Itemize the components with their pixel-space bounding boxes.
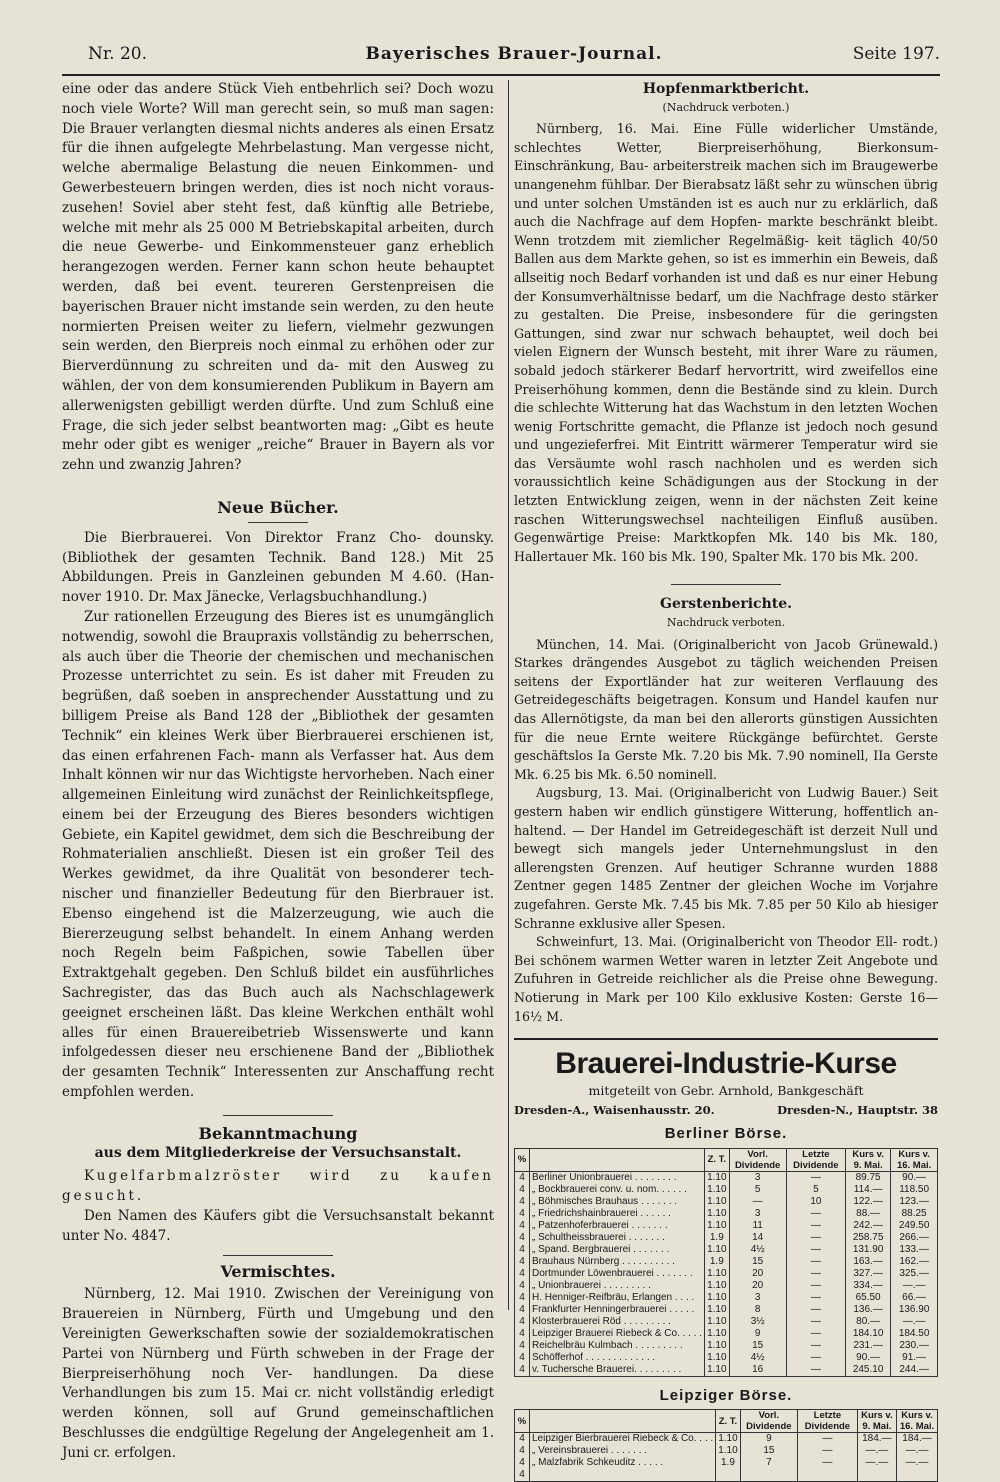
table-cell: „ Schultheissbrauerei . . . . . . .	[530, 1232, 705, 1244]
table-cell: 3	[729, 1171, 786, 1184]
table-cell: 4	[515, 1433, 530, 1446]
table-cell: 4	[515, 1280, 530, 1292]
ad-bank: mitgeteilt von Gebr. Arnhold, Bankgeschäft	[588, 1083, 864, 1099]
table-cell: Reichelbräu Kulmbach . . . . . . . . .	[530, 1340, 705, 1352]
table-cell: —	[786, 1292, 845, 1304]
section-title-barley: Gerstenberichte.	[659, 596, 792, 613]
table-cell: „ Bockbrauerei conv. u. nom. . . . . .	[530, 1184, 705, 1196]
table-cell: —	[798, 1445, 858, 1457]
table-cell: Leipziger Brauerei Riebeck & Co. . . . .	[530, 1328, 705, 1340]
table-cell: 184.10	[846, 1328, 891, 1340]
table-cell: Klosterbrauerei Röd . . . . . . . . .	[530, 1316, 705, 1328]
table-cell: „ Böhmisches Brauhaus . . . . . . .	[530, 1196, 705, 1208]
table-row	[515, 1364, 938, 1377]
table-cell: —	[786, 1220, 845, 1232]
table-cell: 242.—	[846, 1220, 891, 1232]
table-cell: 231.—	[846, 1340, 891, 1352]
table-cell: —	[798, 1433, 858, 1446]
table-cell: 245.10	[846, 1364, 891, 1377]
barley-report-schweinfurt: Schweinfurt, 13. Mai. (Originalbericht von Theodor Ell- rodt.) Bei schönem warmen Wetter waren in letzter Zeit Angebote und Zufuhren in Getreide reichlicher als die Preise ohne Bewegung. Notierung in Mark per 100 Kilo exklusive Kosten: Gerste 16—16½ M.	[514, 934, 938, 1024]
column-divider	[508, 80, 509, 1310]
table-cell: 3½	[729, 1316, 786, 1328]
table-cell: 184.50	[891, 1328, 938, 1340]
table-cell: —	[786, 1244, 845, 1256]
table-row	[515, 1292, 938, 1304]
table-cell: Dortmunder Löwenbrauerei . . . . . . .	[530, 1268, 705, 1280]
table-cell: 15	[740, 1445, 797, 1457]
table-cell	[530, 1469, 716, 1482]
table-cell: —	[786, 1352, 845, 1364]
col-last-dividend: Letzte Dividende	[786, 1148, 845, 1171]
table-cell: 7	[740, 1457, 797, 1469]
table-cell: 1.10	[705, 1340, 729, 1352]
table-cell: 4	[515, 1340, 530, 1352]
table-cell: 1.9	[705, 1256, 729, 1268]
table-cell: 1.10	[716, 1433, 740, 1446]
table-cell: „ Malzfabrik Schkeuditz . . . . .	[530, 1457, 716, 1469]
table-cell: 123.—	[891, 1196, 938, 1208]
table-cell: 1.10	[705, 1328, 729, 1340]
table-cell: —	[786, 1268, 845, 1280]
table-cell: —	[786, 1280, 845, 1292]
address-left: Dresden-A., Waisenhausstr. 20.	[514, 1102, 715, 1117]
table-cell: v. Tuchersche Brauerei. . . . . . . . .	[530, 1364, 705, 1377]
table-cell: 325.—	[891, 1268, 938, 1280]
table-row	[515, 1316, 938, 1328]
table-cell: 4	[515, 1256, 530, 1268]
ad-addresses	[514, 1101, 938, 1120]
table-cell: 4	[515, 1244, 530, 1256]
table-cell: 91.—	[891, 1352, 938, 1364]
section-title-announcement: Bekanntmachung	[198, 1123, 358, 1143]
announcement-note: Den Namen des Käufers gibt die Versuchsanstalt bekannt unter No. 4847.	[62, 1208, 494, 1244]
table-cell	[740, 1469, 797, 1482]
table-cell: 4	[515, 1457, 530, 1469]
table-cell: —	[786, 1256, 845, 1268]
table-cell: 10	[786, 1196, 845, 1208]
table-cell: 4	[515, 1232, 530, 1244]
table-row	[515, 1232, 938, 1244]
table-cell: 4	[515, 1445, 530, 1457]
table-row	[515, 1196, 938, 1208]
table-cell: 1.10	[705, 1208, 729, 1220]
table-cell: 4	[515, 1304, 530, 1316]
leipzig-table-body	[515, 1433, 938, 1482]
table-cell: 4½	[729, 1352, 786, 1364]
table-cell	[716, 1469, 740, 1482]
table-cell: 8	[729, 1304, 786, 1316]
table-cell: —.—	[897, 1445, 938, 1457]
col-rate-may9: Kurs v. 9. Mai.	[846, 1148, 891, 1171]
table-cell: 4	[515, 1196, 530, 1208]
table-row	[515, 1220, 938, 1232]
table-cell: 3	[729, 1292, 786, 1304]
announcement-subtitle: aus dem Mitgliederkreise der Versuchsanstalt.	[94, 1144, 462, 1161]
table-row	[515, 1171, 938, 1184]
table-cell: 15	[729, 1256, 786, 1268]
right-column	[514, 80, 938, 1482]
section-title-books: Neue Bücher.	[217, 497, 339, 517]
table-cell: 1.10	[705, 1364, 729, 1377]
table-row	[515, 1433, 938, 1446]
table-cell: 3	[729, 1208, 786, 1220]
table-cell: 244.—	[891, 1364, 938, 1377]
table-row	[515, 1280, 938, 1292]
table-cell: 4	[515, 1268, 530, 1280]
table-cell: —	[786, 1340, 845, 1352]
table-cell: 4	[515, 1364, 530, 1377]
table-cell: H. Henniger-Reifbräu, Erlangen . . . .	[530, 1292, 705, 1304]
announcement-text: Kugelfarbmalzröster wird zu kaufen gesucht.	[62, 1168, 494, 1205]
section-title-hop-market: Hopfenmarktbericht.	[642, 81, 810, 97]
berlin-exchange-table	[514, 1148, 938, 1377]
table-cell: —	[786, 1171, 845, 1184]
reprint-notice: (Nachdruck verboten.)	[662, 100, 790, 114]
table-cell: 4	[515, 1316, 530, 1328]
table-cell: 4	[515, 1184, 530, 1196]
table-cell: „ Friedrichshainbrauerei . . . . . .	[530, 1208, 705, 1220]
table-cell: Frankfurter Henningerbrauerei . . . . .	[530, 1304, 705, 1316]
table-row	[515, 1469, 938, 1482]
table-cell: 4	[515, 1171, 530, 1184]
table-cell: Berliner Unionbrauerei . . . . . . . .	[530, 1171, 705, 1184]
barley-report-augsburg: Augsburg, 13. Mai. (Originalbericht von Ludwig Bauer.) Seit gestern haben wir endlich günstigere Witterung, hoffentlich an- haltend. — Der Handel im Getreidegeschäft ist derzeit Null und bewegt sich mangels jeder Unternehmungslust in den allerengsten Grenzen. Auf heutiger Schranne wurden 1888 Zentner gegen 1485 Zentner der gleichen Woche im Vorjahre zugefahren. Gerste Mk. 7.45 bis Mk. 7.85 per 50 Kilo ab hiesiger Schranne exklusive aller Spesen.	[514, 785, 938, 931]
table-cell	[897, 1469, 938, 1482]
table-cell: 66.—	[891, 1292, 938, 1304]
miscellaneous-text: Nürnberg, 12. Mai 1910. Zwischen der Vereinigung von Brauereien in Nürnberg, Fürth und Umgebung und den Vereinigten Gewerkschaften sowie der sozialdemokratischen Partei von Nürnberg und Fürth schweben in der Frage der Bierpreiserhöhung noch Ver- handlungen. Da diese Verhandlungen bis zum 15. Mai cr. nicht vollständig erledigt werden können, soll auf Grund gemeinschaftlichen Beschlusses die endgültige Regelung der Angelegenheit am 1. Juni cr. erfolgen.	[62, 1286, 494, 1461]
table-cell: 9	[729, 1328, 786, 1340]
table-cell: 90.—	[891, 1171, 938, 1184]
table-row	[515, 1244, 938, 1256]
table-row	[515, 1208, 938, 1220]
table-cell: 80.—	[846, 1316, 891, 1328]
col-name	[530, 1410, 716, 1433]
table-cell: —	[798, 1457, 858, 1469]
col-rate-may16: Kurs v. 16. Mai.	[891, 1148, 938, 1171]
col-zt: Z. T.	[705, 1148, 729, 1171]
table-cell: 1.10	[705, 1280, 729, 1292]
table-row	[515, 1304, 938, 1316]
table-cell: „ Spand. Bergbrauerei . . . . . . .	[530, 1244, 705, 1256]
issue-number: Nr. 20.	[88, 44, 147, 64]
table-cell: 15	[729, 1340, 786, 1352]
col-rate-may9: Kurs v. 9. Mai.	[857, 1410, 896, 1433]
table-cell: 1.10	[705, 1292, 729, 1304]
table-cell: 88.25	[891, 1208, 938, 1220]
table-cell: 118.50	[891, 1184, 938, 1196]
table-cell: 266.—	[891, 1232, 938, 1244]
table-cell: 90.—	[846, 1352, 891, 1364]
col-prev-dividend: Vorl. Dividende	[729, 1148, 786, 1171]
book-review: Zur rationellen Erzeugung des Bieres ist es unumgänglich notwendig, sowohl die Braupraxis vollständig zu beherrschen, als auch über die Theorie der chemischen und mechanischen Prozesse unterrichtet zu sein. Es ist daher mit Freuden zu begrüßen, daß soeben in ansprechender Ausstattung und zu billigem Preise als Band 128 der „Bibliothek der gesamten Technik“ ein kleines Werk über Bierbrauerei erschienen ist, das einen erfahrenen Fach- mann als Verfasser hat. Aus dem Inhalt können wir nur das Wichtigste hervorheben. Nach einer allgemeinen Einleitung wird zunächst der Reinlichkeitspflege, einem bei der Erzeugung des Bieres besonders wichtigen Gebiete, ein Kapitel gewidmet, dem sich die Beschreibung der Rohmaterialien anschließt. Diesen ist ein großer Teil des Werkes gewidmet, da ihre Qualität von besonderer tech- nischer und finanzieller Bedeutung für den Bierbrauer ist. Ebenso eingehend ist die Malzerzeugung, wie auch die Biererzeugung selbst behandelt. In einem Anhang werden noch Regeln beim Faßpichen, sowie Tabellen über Extraktgehalt gegeben. Den Schluß bildet ein ausführliches Sachregister, das das Buch auch als Nachschlagewerk geeignet erscheinen läßt. Das kleine Werkchen enthält wohl alles für einen Brauereibetrieb Wissenswerte und kann infolgedessen dieser neu erschienene Band der „Bibliothek der gesamten Technik“ Interessenten zur Anschaffung recht empfohlen werden.	[62, 608, 494, 1101]
table-cell: 16	[729, 1364, 786, 1377]
journal-title: Bayerisches Brauer-Journal.	[365, 44, 663, 64]
table-cell: Brauhaus Nürnberg . . . . . . . . . .	[530, 1256, 705, 1268]
table-cell: 1.9	[705, 1232, 729, 1244]
leipzig-exchange-table	[514, 1409, 938, 1482]
table-cell: —.—	[857, 1445, 896, 1457]
table-cell: „ Vereinsbrauerei . . . . . . .	[530, 1445, 716, 1457]
table-cell: 1.10	[705, 1316, 729, 1328]
table-cell: 1.10	[705, 1171, 729, 1184]
ad-title: Brauerei-Industrie-Kurse	[555, 1047, 897, 1081]
table-cell: —.—	[857, 1457, 896, 1469]
table-cell: 258.75	[846, 1232, 891, 1244]
table-cell: 5	[729, 1184, 786, 1196]
col-last-dividend: Letzte Dividende	[798, 1410, 858, 1433]
table-cell: 131.90	[846, 1244, 891, 1256]
table-cell: 65.50	[846, 1292, 891, 1304]
address-right: Dresden-N., Hauptstr. 38	[777, 1102, 938, 1117]
col-prev-dividend: Vorl. Dividende	[740, 1410, 797, 1433]
table-cell: 1.10	[705, 1184, 729, 1196]
table-cell: 1.10	[705, 1220, 729, 1232]
table-cell: 184.—	[857, 1433, 896, 1446]
table-cell: 122.—	[846, 1196, 891, 1208]
table-cell: —	[786, 1364, 845, 1377]
table-cell: 162.—	[891, 1256, 938, 1268]
table-cell: —	[786, 1232, 845, 1244]
leipzig-exchange-title: Leipziger Börse.	[659, 1386, 793, 1404]
table-cell: 136.—	[846, 1304, 891, 1316]
table-cell: 20	[729, 1268, 786, 1280]
table-row	[515, 1256, 938, 1268]
table-cell	[798, 1469, 858, 1482]
col-percent: %	[515, 1410, 530, 1433]
table-cell: 89.75	[846, 1171, 891, 1184]
hop-market-report: Nürnberg, 16. Mai. Eine Fülle widerlicher Umstände, schlechtes Wetter, Bierpreiserhöhung, Bierkonsum-Einschränkung, Bau- arbeiterstreik machen sich im Braugewerbe unangenehm fühlbar. Der Bierabsatz läßt sehr zu wünschen übrig und unter solchen Umständen ist es auch nur zu erklärlich, daß auch die Nachfrage auf dem Hopfen- markte beschränkt bleibt. Wenn trotzdem mit ziemlicher Regelmäßig- keit täglich 40/50 Ballen aus dem Markte gehen, so ist es immerhin ein Beweis, daß allseitig noch Bedarf vorhanden ist und daß es nur einer Hebung der Konsumverhältnisse bedarf, um die Nachfrage desto stärker zu gestalten. Die Preise, insbesondere für die geringsten Gattungen, sind zwar nur schwach behauptet, weil doch bei vielen Eignern der Wunsch besteht, mit ihrer Ware zu räumen, sobald jedoch stärkerer Bedarf hervortritt, wird zweifellos eine Preiserhöhung kommen, denn die Bestände sind zu klein. Durch die schlechte Witterung hat das Wachstum in den letzten Wochen wenig Fortschritte gemacht, die Pflanze ist jedoch noch gesund und ungezieferfrei. Mit Eintritt wärmerer Temperatur wird sie das Versäumte wohl rasch nachholen und es werden sich voraussichtlich keine Schädigungen aus der Stockung in der letzten Entwicklung zeigen, wenn in der nächsten Zeit keine raschen Witterungswechsel nachteiligen Einfluß ausüben. Gegenwärtige Preise: Marktkopfen Mk. 140 bis Mk. 180, Hallertauer Mk. 160 bis Mk. 190, Spalter Mk. 170 bis Mk. 200.	[514, 121, 938, 564]
table-cell: 1.10	[705, 1352, 729, 1364]
table-cell: 163.—	[846, 1256, 891, 1268]
table-cell: 1.10	[705, 1244, 729, 1256]
table-cell: „ Unionbrauerei . . . . . . . . .	[530, 1280, 705, 1292]
table-cell: 327.—	[846, 1268, 891, 1280]
table-cell: 14	[729, 1232, 786, 1244]
table-cell: 1.10	[716, 1445, 740, 1457]
berlin-table-body	[515, 1171, 938, 1376]
page-number: Seite 197.	[852, 44, 940, 64]
col-zt: Z. T.	[716, 1410, 740, 1433]
table-row	[515, 1445, 938, 1457]
table-cell: —	[729, 1196, 786, 1208]
table-row	[515, 1268, 938, 1280]
table-cell: —.—	[891, 1316, 938, 1328]
col-name	[530, 1148, 705, 1171]
col-percent: %	[515, 1148, 530, 1171]
table-cell: 5	[786, 1184, 845, 1196]
table-cell: 1.10	[705, 1196, 729, 1208]
table-cell: —	[786, 1328, 845, 1340]
table-cell: Schöfferhof . . . . . . . . . . . . .	[530, 1352, 705, 1364]
table-cell: —.—	[891, 1280, 938, 1292]
table-row	[515, 1328, 938, 1340]
table-cell: —	[786, 1304, 845, 1316]
table-cell: 249.50	[891, 1220, 938, 1232]
table-cell: 11	[729, 1220, 786, 1232]
table-cell: 1.10	[705, 1304, 729, 1316]
col-rate-may16: Kurs v. 16. Mai.	[897, 1410, 938, 1433]
table-cell: 334.—	[846, 1280, 891, 1292]
table-cell: 114.—	[846, 1184, 891, 1196]
table-cell: 9	[740, 1433, 797, 1446]
table-row	[515, 1457, 938, 1469]
table-cell: 136.90	[891, 1304, 938, 1316]
table-cell: Leipziger Bierbrauerei Riebeck & Co. . . .	[530, 1433, 716, 1446]
reprint-notice-barley: Nachdruck verboten.	[666, 616, 786, 630]
table-cell: 230.—	[891, 1340, 938, 1352]
table-cell: 4½	[729, 1244, 786, 1256]
section-title-miscellaneous: Vermischtes.	[220, 1261, 336, 1281]
table-cell: „ Patzenhoferbrauerei . . . . . . .	[530, 1220, 705, 1232]
table-cell: 133.—	[891, 1244, 938, 1256]
ad-rule	[514, 1038, 938, 1040]
article-continuation: eine oder das andere Stück Vieh entbehrlich sei? Doch wozu noch viele Worte? Will man gerecht sein, so muß man sagen: Die Brauer verlangten diesmal nichts anderes als einen Ersatz für die ihnen aufgelegte Mehrbelastung. Man vergesse nicht, welche abermalige Belastung die neuen Einkommen- und Gewerbesteuern bringen werden, dies ist noch nicht voraus- zusehen! Soviel aber steht fest, daß künftig alle Betriebe, welche mit mehr als 25 000 M Betriebskapital arbeiten, durch die neue Gewerbe- und Einkommensteuer ganz erheblich herangezogen werden. Ferner kann schon heute behauptet werden, daß bei event. teureren Gerstenpreisen die bayerischen Brauer nicht imstande sein werden, zu den heute normierten Preisen weiter zu liefern, vielmehr gezwungen sein werden, den Bierpreis noch einmal zu erhöhen oder zur Bierverdünnung zu schreiten und da- mit den Ausweg zu wählen, der von dem konsumierenden Publikum in Bayern am allerwenigsten gebilligt werden dürfte. Und zum Schluß eine Frage, die sich jeder selbst beantworten mag: „Gibt es heute mehr oder gibt es weniger „reiche“ Brauer in Bayern als vor zehn und zwanzig Jahren?	[62, 81, 494, 474]
table-cell	[857, 1469, 896, 1482]
table-cell: 88.—	[846, 1208, 891, 1220]
header-rule	[62, 74, 940, 76]
table-cell: 20	[729, 1280, 786, 1292]
table-cell: 1.10	[705, 1268, 729, 1280]
table-row	[515, 1184, 938, 1196]
table-cell: 4	[515, 1469, 530, 1482]
berlin-exchange-title: Berliner Börse.	[664, 1125, 788, 1143]
barley-report-munich: München, 14. Mai. (Originalbericht von Jacob Grünewald.) Starkes drängendes Ausgebot zu täglich weichenden Preisen seitens der Exportländer hat zur weiteren Verflauung des Getreidegeschäfts beigetragen. Konsum und Handel kaufen nur das Allernötigste, da man bei den allerorts günstigen Aussichten für die neue Ernte weitere Rückgänge befürchtet. Gerste geschäftslos Ia Gerste Mk. 7.20 bis Mk. 7.90 nominell, IIa Gerste Mk. 6.25 bis Mk. 6.50 nominell.	[514, 636, 938, 782]
book-citation: Die Bierbrauerei. Von Direktor Franz Cho- dounsky. (Bibliothek der gesamten Technik. Band 128.) Mit 25 Abbildungen. Preis in Ganzleinen gebunden M 4.60. (Han- nover 1910. Dr. Max Jänecke, Verlagsbuchhandlung.)	[62, 529, 494, 606]
table-cell: 4	[515, 1352, 530, 1364]
table-cell: 4	[515, 1220, 530, 1232]
table-cell: —.—	[897, 1457, 938, 1469]
page-header	[88, 44, 940, 74]
table-row	[515, 1340, 938, 1352]
table-cell: 1.9	[716, 1457, 740, 1469]
table-cell: 4	[515, 1292, 530, 1304]
table-cell: 184.—	[897, 1433, 938, 1446]
left-column	[62, 80, 494, 1464]
table-cell: —	[786, 1208, 845, 1220]
table-cell: 4	[515, 1208, 530, 1220]
table-cell: —	[786, 1316, 845, 1328]
table-row	[515, 1352, 938, 1364]
table-cell: 4	[515, 1328, 530, 1340]
